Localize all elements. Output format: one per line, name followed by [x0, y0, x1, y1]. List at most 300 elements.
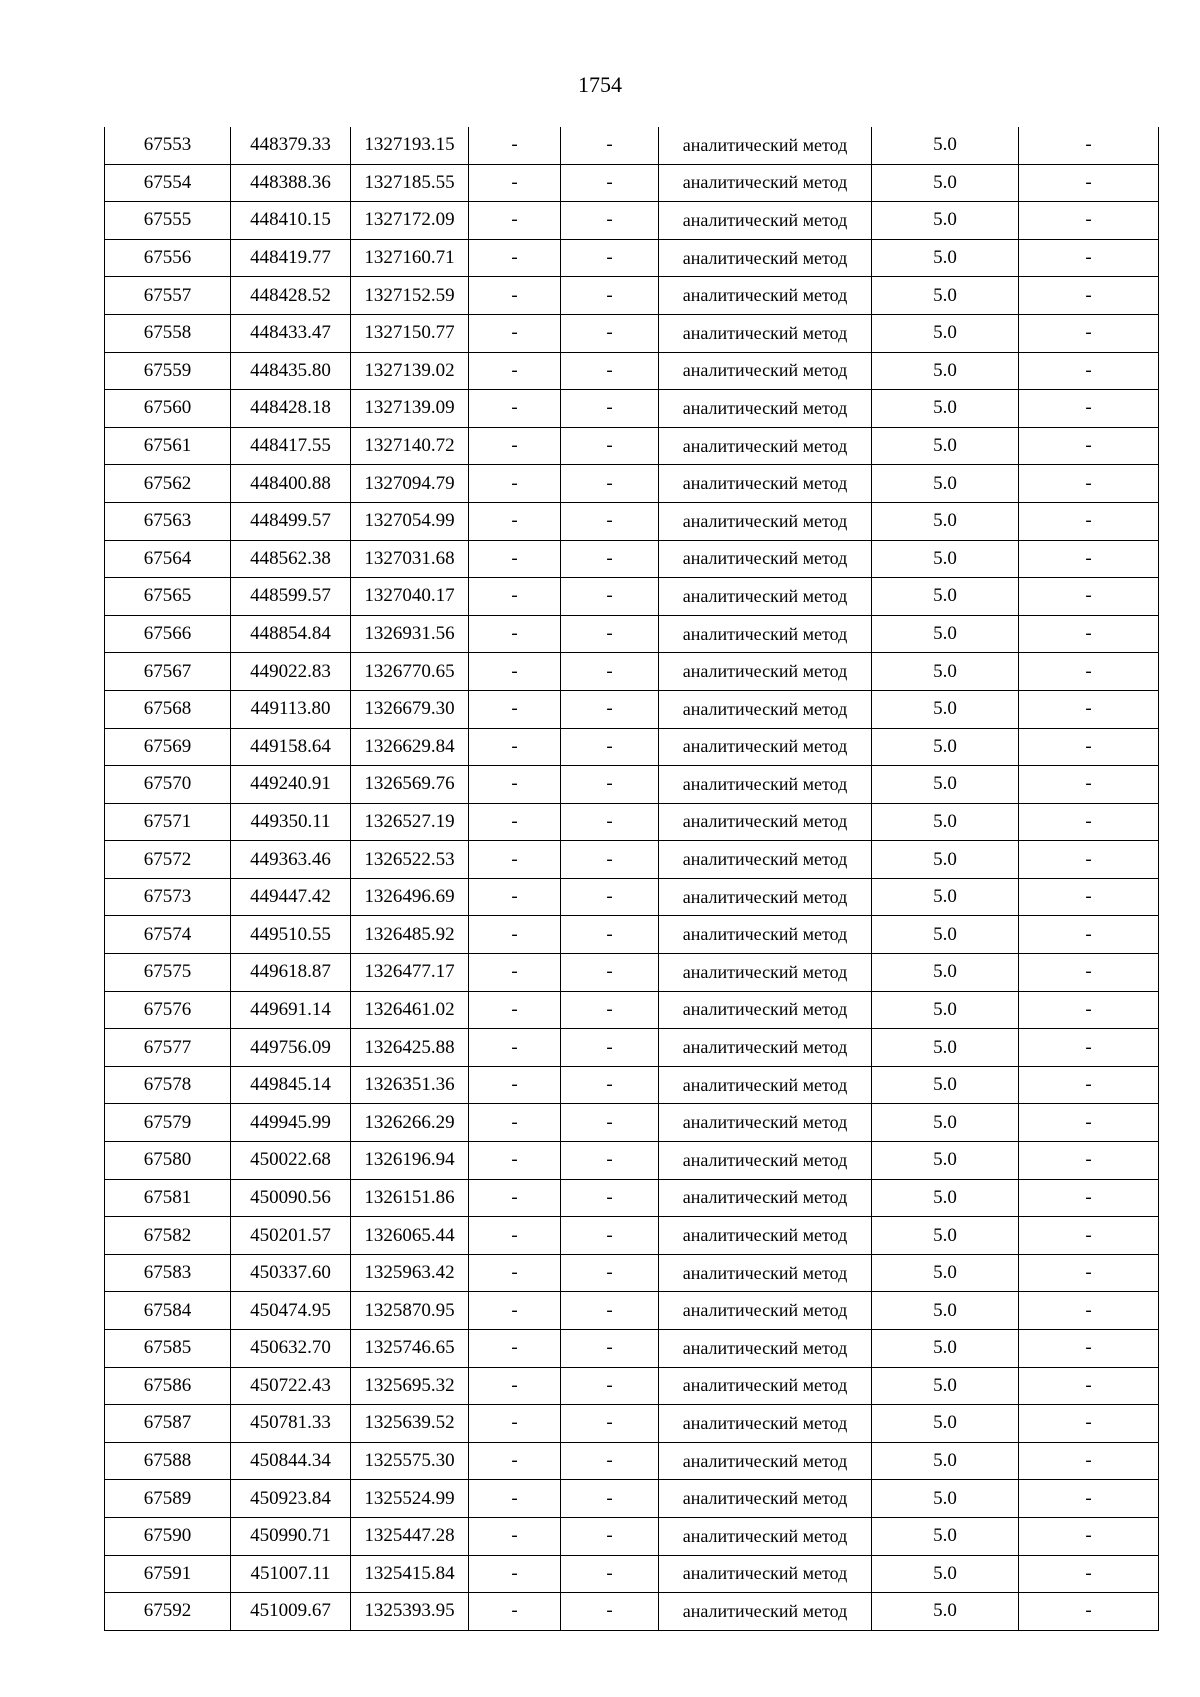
y-coordinate-cell: 1327139.02: [351, 352, 469, 390]
method-cell: аналитический метод: [659, 803, 872, 841]
empty-cell-a: -: [469, 1405, 561, 1443]
table-row: [105, 1254, 1159, 1292]
empty-cell-c: -: [1019, 164, 1159, 202]
point-number-cell: 67574: [105, 916, 231, 954]
accuracy-cell: 5.0: [872, 1330, 1019, 1368]
y-coordinate-cell: 1325524.99: [351, 1480, 469, 1518]
method-cell: аналитический метод: [659, 878, 872, 916]
x-coordinate-cell: 448400.88: [231, 465, 351, 503]
point-number-cell: 67563: [105, 502, 231, 540]
empty-cell-c: -: [1019, 1142, 1159, 1180]
empty-cell-c: -: [1019, 1179, 1159, 1217]
method-cell: аналитический метод: [659, 1217, 872, 1255]
method-cell: аналитический метод: [659, 1104, 872, 1142]
accuracy-cell: 5.0: [872, 653, 1019, 691]
method-cell: аналитический метод: [659, 1330, 872, 1368]
empty-cell-b: -: [561, 314, 659, 352]
y-coordinate-cell: 1325746.65: [351, 1330, 469, 1368]
empty-cell-a: -: [469, 991, 561, 1029]
method-cell: аналитический метод: [659, 653, 872, 691]
empty-cell-a: -: [469, 578, 561, 616]
table-body: [105, 127, 1159, 1630]
empty-cell-a: -: [469, 314, 561, 352]
point-number-cell: 67577: [105, 1029, 231, 1067]
empty-cell-b: -: [561, 653, 659, 691]
empty-cell-c: -: [1019, 427, 1159, 465]
table-row: [105, 728, 1159, 766]
accuracy-cell: 5.0: [872, 1254, 1019, 1292]
x-coordinate-cell: 449691.14: [231, 991, 351, 1029]
y-coordinate-cell: 1327140.72: [351, 427, 469, 465]
empty-cell-c: -: [1019, 615, 1159, 653]
empty-cell-b: -: [561, 127, 659, 164]
point-number-cell: 67590: [105, 1517, 231, 1555]
point-number-cell: 67575: [105, 954, 231, 992]
empty-cell-a: -: [469, 1367, 561, 1405]
y-coordinate-cell: 1327185.55: [351, 164, 469, 202]
table-row: [105, 1442, 1159, 1480]
x-coordinate-cell: 449756.09: [231, 1029, 351, 1067]
empty-cell-b: -: [561, 578, 659, 616]
method-cell: аналитический метод: [659, 991, 872, 1029]
accuracy-cell: 5.0: [872, 465, 1019, 503]
point-number-cell: 67564: [105, 540, 231, 578]
y-coordinate-cell: 1326351.36: [351, 1066, 469, 1104]
x-coordinate-cell: 450337.60: [231, 1254, 351, 1292]
table-row: [105, 1517, 1159, 1555]
empty-cell-b: -: [561, 954, 659, 992]
empty-cell-a: -: [469, 1104, 561, 1142]
empty-cell-c: -: [1019, 314, 1159, 352]
empty-cell-a: -: [469, 277, 561, 315]
empty-cell-b: -: [561, 1480, 659, 1518]
y-coordinate-cell: 1327150.77: [351, 314, 469, 352]
empty-cell-a: -: [469, 1593, 561, 1631]
x-coordinate-cell: 450201.57: [231, 1217, 351, 1255]
y-coordinate-cell: 1327094.79: [351, 465, 469, 503]
table-row: [105, 991, 1159, 1029]
x-coordinate-cell: 448499.57: [231, 502, 351, 540]
empty-cell-a: -: [469, 502, 561, 540]
method-cell: аналитический метод: [659, 728, 872, 766]
accuracy-cell: 5.0: [872, 1179, 1019, 1217]
empty-cell-a: -: [469, 954, 561, 992]
empty-cell-a: -: [469, 690, 561, 728]
point-number-cell: 67554: [105, 164, 231, 202]
empty-cell-a: -: [469, 878, 561, 916]
point-number-cell: 67584: [105, 1292, 231, 1330]
point-number-cell: 67567: [105, 653, 231, 691]
point-number-cell: 67568: [105, 690, 231, 728]
x-coordinate-cell: 449510.55: [231, 916, 351, 954]
table-row: [105, 164, 1159, 202]
empty-cell-c: -: [1019, 916, 1159, 954]
table-row: [105, 1104, 1159, 1142]
empty-cell-b: -: [561, 164, 659, 202]
accuracy-cell: 5.0: [872, 1066, 1019, 1104]
empty-cell-b: -: [561, 1442, 659, 1480]
table-row: [105, 1066, 1159, 1104]
y-coordinate-cell: 1326569.76: [351, 766, 469, 804]
y-coordinate-cell: 1326522.53: [351, 841, 469, 879]
empty-cell-c: -: [1019, 277, 1159, 315]
accuracy-cell: 5.0: [872, 540, 1019, 578]
empty-cell-a: -: [469, 1254, 561, 1292]
y-coordinate-cell: 1326485.92: [351, 916, 469, 954]
method-cell: аналитический метод: [659, 427, 872, 465]
method-cell: аналитический метод: [659, 202, 872, 240]
empty-cell-c: -: [1019, 1442, 1159, 1480]
y-coordinate-cell: 1327040.17: [351, 578, 469, 616]
x-coordinate-cell: 448417.55: [231, 427, 351, 465]
empty-cell-c: -: [1019, 878, 1159, 916]
x-coordinate-cell: 450722.43: [231, 1367, 351, 1405]
empty-cell-b: -: [561, 728, 659, 766]
table-row: [105, 1217, 1159, 1255]
empty-cell-c: -: [1019, 1555, 1159, 1593]
accuracy-cell: 5.0: [872, 1593, 1019, 1631]
empty-cell-b: -: [561, 1292, 659, 1330]
accuracy-cell: 5.0: [872, 1029, 1019, 1067]
empty-cell-a: -: [469, 390, 561, 428]
accuracy-cell: 5.0: [872, 1367, 1019, 1405]
point-number-cell: 67573: [105, 878, 231, 916]
empty-cell-b: -: [561, 991, 659, 1029]
y-coordinate-cell: 1327031.68: [351, 540, 469, 578]
table-row: [105, 1292, 1159, 1330]
point-number-cell: 67587: [105, 1405, 231, 1443]
accuracy-cell: 5.0: [872, 803, 1019, 841]
empty-cell-a: -: [469, 540, 561, 578]
empty-cell-c: -: [1019, 1217, 1159, 1255]
x-coordinate-cell: 450632.70: [231, 1330, 351, 1368]
method-cell: аналитический метод: [659, 465, 872, 503]
y-coordinate-cell: 1326065.44: [351, 1217, 469, 1255]
y-coordinate-cell: 1326196.94: [351, 1142, 469, 1180]
x-coordinate-cell: 450923.84: [231, 1480, 351, 1518]
accuracy-cell: 5.0: [872, 1217, 1019, 1255]
point-number-cell: 67581: [105, 1179, 231, 1217]
empty-cell-c: -: [1019, 728, 1159, 766]
x-coordinate-cell: 449945.99: [231, 1104, 351, 1142]
accuracy-cell: 5.0: [872, 1292, 1019, 1330]
method-cell: аналитический метод: [659, 1179, 872, 1217]
accuracy-cell: 5.0: [872, 878, 1019, 916]
point-number-cell: 67558: [105, 314, 231, 352]
point-number-cell: 67578: [105, 1066, 231, 1104]
accuracy-cell: 5.0: [872, 615, 1019, 653]
method-cell: аналитический метод: [659, 1517, 872, 1555]
empty-cell-c: -: [1019, 127, 1159, 164]
y-coordinate-cell: 1326496.69: [351, 878, 469, 916]
empty-cell-c: -: [1019, 1517, 1159, 1555]
point-number-cell: 67561: [105, 427, 231, 465]
method-cell: аналитический метод: [659, 1066, 872, 1104]
empty-cell-c: -: [1019, 803, 1159, 841]
table-row: [105, 314, 1159, 352]
x-coordinate-cell: 450022.68: [231, 1142, 351, 1180]
empty-cell-a: -: [469, 1517, 561, 1555]
method-cell: аналитический метод: [659, 578, 872, 616]
accuracy-cell: 5.0: [872, 352, 1019, 390]
empty-cell-a: -: [469, 1029, 561, 1067]
method-cell: аналитический метод: [659, 954, 872, 992]
y-coordinate-cell: 1326527.19: [351, 803, 469, 841]
point-number-cell: 67566: [105, 615, 231, 653]
accuracy-cell: 5.0: [872, 954, 1019, 992]
table-row: [105, 390, 1159, 428]
point-number-cell: 67576: [105, 991, 231, 1029]
point-number-cell: 67569: [105, 728, 231, 766]
x-coordinate-cell: 448410.15: [231, 202, 351, 240]
empty-cell-c: -: [1019, 1480, 1159, 1518]
y-coordinate-cell: 1327139.09: [351, 390, 469, 428]
coordinates-table: [104, 127, 1159, 1631]
empty-cell-c: -: [1019, 991, 1159, 1029]
empty-cell-b: -: [561, 427, 659, 465]
x-coordinate-cell: 450781.33: [231, 1405, 351, 1443]
accuracy-cell: 5.0: [872, 766, 1019, 804]
empty-cell-b: -: [561, 1517, 659, 1555]
accuracy-cell: 5.0: [872, 690, 1019, 728]
accuracy-cell: 5.0: [872, 239, 1019, 277]
x-coordinate-cell: 448433.47: [231, 314, 351, 352]
empty-cell-b: -: [561, 803, 659, 841]
x-coordinate-cell: 449845.14: [231, 1066, 351, 1104]
empty-cell-a: -: [469, 1330, 561, 1368]
empty-cell-c: -: [1019, 1367, 1159, 1405]
accuracy-cell: 5.0: [872, 427, 1019, 465]
accuracy-cell: 5.0: [872, 1555, 1019, 1593]
empty-cell-a: -: [469, 1142, 561, 1180]
x-coordinate-cell: 449158.64: [231, 728, 351, 766]
empty-cell-b: -: [561, 1405, 659, 1443]
method-cell: аналитический метод: [659, 1555, 872, 1593]
x-coordinate-cell: 448435.80: [231, 352, 351, 390]
empty-cell-c: -: [1019, 1029, 1159, 1067]
empty-cell-a: -: [469, 427, 561, 465]
y-coordinate-cell: 1327160.71: [351, 239, 469, 277]
method-cell: аналитический метод: [659, 1029, 872, 1067]
accuracy-cell: 5.0: [872, 1104, 1019, 1142]
empty-cell-c: -: [1019, 841, 1159, 879]
method-cell: аналитический метод: [659, 390, 872, 428]
empty-cell-a: -: [469, 1217, 561, 1255]
point-number-cell: 67579: [105, 1104, 231, 1142]
empty-cell-a: -: [469, 127, 561, 164]
empty-cell-b: -: [561, 916, 659, 954]
point-number-cell: 67562: [105, 465, 231, 503]
accuracy-cell: 5.0: [872, 502, 1019, 540]
table-row: [105, 578, 1159, 616]
table-row: [105, 277, 1159, 315]
x-coordinate-cell: 448854.84: [231, 615, 351, 653]
x-coordinate-cell: 449618.87: [231, 954, 351, 992]
empty-cell-a: -: [469, 239, 561, 277]
method-cell: аналитический метод: [659, 1405, 872, 1443]
empty-cell-c: -: [1019, 465, 1159, 503]
table-row: [105, 502, 1159, 540]
table-row: [105, 427, 1159, 465]
method-cell: аналитический метод: [659, 1593, 872, 1631]
empty-cell-a: -: [469, 1442, 561, 1480]
table-row: [105, 690, 1159, 728]
table-row: [105, 766, 1159, 804]
y-coordinate-cell: 1325447.28: [351, 1517, 469, 1555]
point-number-cell: 67580: [105, 1142, 231, 1180]
empty-cell-b: -: [561, 352, 659, 390]
point-number-cell: 67592: [105, 1593, 231, 1631]
point-number-cell: 67565: [105, 578, 231, 616]
y-coordinate-cell: 1326770.65: [351, 653, 469, 691]
empty-cell-a: -: [469, 653, 561, 691]
empty-cell-c: -: [1019, 1593, 1159, 1631]
empty-cell-b: -: [561, 1179, 659, 1217]
point-number-cell: 67571: [105, 803, 231, 841]
y-coordinate-cell: 1325415.84: [351, 1555, 469, 1593]
y-coordinate-cell: 1327172.09: [351, 202, 469, 240]
empty-cell-c: -: [1019, 1104, 1159, 1142]
table-row: [105, 653, 1159, 691]
table-row: [105, 1179, 1159, 1217]
y-coordinate-cell: 1327152.59: [351, 277, 469, 315]
accuracy-cell: 5.0: [872, 1405, 1019, 1443]
y-coordinate-cell: 1325963.42: [351, 1254, 469, 1292]
empty-cell-c: -: [1019, 502, 1159, 540]
method-cell: аналитический метод: [659, 1142, 872, 1180]
y-coordinate-cell: 1326477.17: [351, 954, 469, 992]
accuracy-cell: 5.0: [872, 841, 1019, 879]
accuracy-cell: 5.0: [872, 127, 1019, 164]
point-number-cell: 67588: [105, 1442, 231, 1480]
accuracy-cell: 5.0: [872, 1442, 1019, 1480]
table-row: [105, 1029, 1159, 1067]
point-number-cell: 67557: [105, 277, 231, 315]
empty-cell-b: -: [561, 690, 659, 728]
point-number-cell: 67583: [105, 1254, 231, 1292]
accuracy-cell: 5.0: [872, 277, 1019, 315]
x-coordinate-cell: 450990.71: [231, 1517, 351, 1555]
point-number-cell: 67589: [105, 1480, 231, 1518]
y-coordinate-cell: 1326931.56: [351, 615, 469, 653]
empty-cell-c: -: [1019, 766, 1159, 804]
empty-cell-b: -: [561, 202, 659, 240]
empty-cell-b: -: [561, 1029, 659, 1067]
empty-cell-b: -: [561, 1555, 659, 1593]
point-number-cell: 67585: [105, 1330, 231, 1368]
accuracy-cell: 5.0: [872, 164, 1019, 202]
method-cell: аналитический метод: [659, 1442, 872, 1480]
table-row: [105, 352, 1159, 390]
y-coordinate-cell: 1327193.15: [351, 127, 469, 164]
point-number-cell: 67572: [105, 841, 231, 879]
empty-cell-b: -: [561, 502, 659, 540]
empty-cell-a: -: [469, 916, 561, 954]
point-number-cell: 67586: [105, 1367, 231, 1405]
empty-cell-c: -: [1019, 1292, 1159, 1330]
empty-cell-a: -: [469, 202, 561, 240]
empty-cell-a: -: [469, 164, 561, 202]
x-coordinate-cell: 449113.80: [231, 690, 351, 728]
empty-cell-c: -: [1019, 578, 1159, 616]
empty-cell-a: -: [469, 766, 561, 804]
y-coordinate-cell: 1325695.32: [351, 1367, 469, 1405]
empty-cell-b: -: [561, 1330, 659, 1368]
empty-cell-c: -: [1019, 1254, 1159, 1292]
point-number-cell: 67553: [105, 127, 231, 164]
accuracy-cell: 5.0: [872, 728, 1019, 766]
accuracy-cell: 5.0: [872, 916, 1019, 954]
y-coordinate-cell: 1325393.95: [351, 1593, 469, 1631]
empty-cell-b: -: [561, 841, 659, 879]
x-coordinate-cell: 449363.46: [231, 841, 351, 879]
x-coordinate-cell: 449447.42: [231, 878, 351, 916]
table-row: [105, 239, 1159, 277]
method-cell: аналитический метод: [659, 127, 872, 164]
x-coordinate-cell: 448419.77: [231, 239, 351, 277]
empty-cell-c: -: [1019, 1066, 1159, 1104]
method-cell: аналитический метод: [659, 540, 872, 578]
x-coordinate-cell: 448379.33: [231, 127, 351, 164]
x-coordinate-cell: 451007.11: [231, 1555, 351, 1593]
empty-cell-a: -: [469, 1179, 561, 1217]
empty-cell-c: -: [1019, 954, 1159, 992]
empty-cell-b: -: [561, 277, 659, 315]
x-coordinate-cell: 450844.34: [231, 1442, 351, 1480]
empty-cell-a: -: [469, 841, 561, 879]
y-coordinate-cell: 1326629.84: [351, 728, 469, 766]
point-number-cell: 67570: [105, 766, 231, 804]
empty-cell-c: -: [1019, 352, 1159, 390]
y-coordinate-cell: 1326679.30: [351, 690, 469, 728]
method-cell: аналитический метод: [659, 314, 872, 352]
x-coordinate-cell: 449350.11: [231, 803, 351, 841]
table-row: [105, 954, 1159, 992]
empty-cell-a: -: [469, 1292, 561, 1330]
empty-cell-a: -: [469, 352, 561, 390]
point-number-cell: 67556: [105, 239, 231, 277]
method-cell: аналитический метод: [659, 1292, 872, 1330]
table-row: [105, 1367, 1159, 1405]
empty-cell-b: -: [561, 878, 659, 916]
x-coordinate-cell: 448428.52: [231, 277, 351, 315]
y-coordinate-cell: 1325870.95: [351, 1292, 469, 1330]
empty-cell-b: -: [561, 1142, 659, 1180]
x-coordinate-cell: 451009.67: [231, 1593, 351, 1631]
y-coordinate-cell: 1326266.29: [351, 1104, 469, 1142]
method-cell: аналитический метод: [659, 352, 872, 390]
x-coordinate-cell: 449022.83: [231, 653, 351, 691]
empty-cell-b: -: [561, 540, 659, 578]
empty-cell-b: -: [561, 465, 659, 503]
method-cell: аналитический метод: [659, 690, 872, 728]
table-row: [105, 1405, 1159, 1443]
accuracy-cell: 5.0: [872, 578, 1019, 616]
table-row: [105, 202, 1159, 240]
y-coordinate-cell: 1326461.02: [351, 991, 469, 1029]
method-cell: аналитический метод: [659, 277, 872, 315]
method-cell: аналитический метод: [659, 239, 872, 277]
y-coordinate-cell: 1327054.99: [351, 502, 469, 540]
empty-cell-a: -: [469, 1480, 561, 1518]
point-number-cell: 67559: [105, 352, 231, 390]
empty-cell-c: -: [1019, 653, 1159, 691]
empty-cell-a: -: [469, 465, 561, 503]
x-coordinate-cell: 448562.38: [231, 540, 351, 578]
empty-cell-a: -: [469, 728, 561, 766]
empty-cell-c: -: [1019, 690, 1159, 728]
empty-cell-b: -: [561, 1593, 659, 1631]
